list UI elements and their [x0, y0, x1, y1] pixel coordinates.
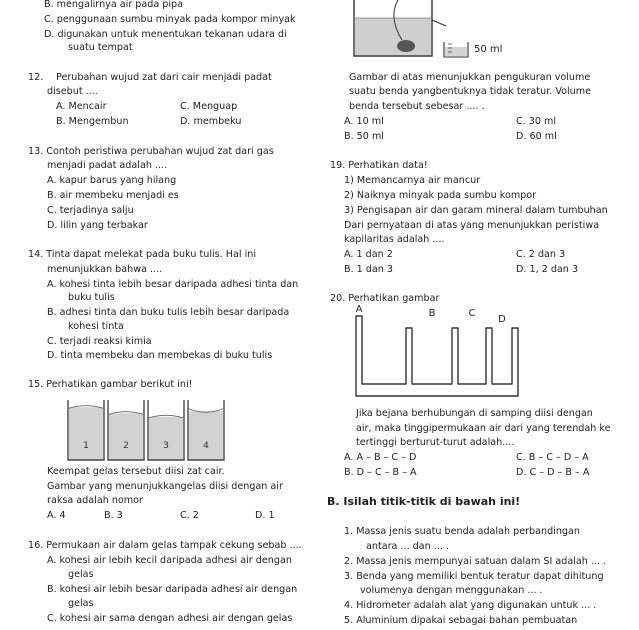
volume-measurement-figure	[348, 0, 548, 62]
q13-option-a: A. kapur barus yang hilang	[47, 175, 177, 186]
q19-item-1: 1) Memancarnya air mancur	[344, 175, 481, 186]
q13-stem-cont: menjadi padat adalah ....	[47, 160, 168, 171]
q15-after-1: Keempat gelas tersebut diisi zat cair.	[47, 466, 225, 477]
q13-stem: 13. Contoh peristiwa perubahan wujud zat dari gas	[28, 146, 274, 157]
glass-3	[148, 400, 184, 460]
glass-liquid-3	[149, 417, 183, 460]
q19-paragraph-cont: kapilaritas adalah ....	[344, 234, 445, 245]
q12-option-c: C. Menguap	[180, 101, 238, 112]
q19-paragraph: Dari pernyataan di atas yang menunjukkan peristiwa	[344, 220, 600, 231]
glass-liquid-2	[109, 413, 143, 460]
tube-label-B: B	[428, 308, 436, 319]
q16-option-c: C. kohesi air sama dengan adhesi air dengan gelas	[47, 613, 293, 624]
secb-item-3-cont: volumenya dengan menggunakan ... .	[360, 585, 543, 596]
q11-option-c: C. penggunaan sumbu minyak pada kompor minyak	[44, 14, 296, 25]
secb-item-2: 2. Massa jenis mempunyai satuan dalam SI adalah ... .	[344, 556, 607, 567]
secb-item-1: 1. Massa jenis suatu benda adalah perbandingan	[344, 526, 580, 537]
tube-label-A: A	[355, 304, 363, 315]
q20-option-c: C. B – C – D – A	[516, 452, 589, 463]
q16-option-a-cont: gelas	[68, 569, 94, 580]
q12-stem-cont: disebut ....	[47, 86, 98, 97]
q15-glasses-figure	[64, 396, 254, 464]
q19-option-b: B. 1 dan 3	[344, 264, 394, 275]
q16-stem: 16. Permukaan air dalam gelas tampak cekung sebab ....	[28, 540, 302, 551]
q14-option-b-cont: kohesi tinta	[68, 321, 124, 332]
q14-option-a: A. kohesi tinta lebih besar daripada adhesi tinta dan	[47, 279, 299, 290]
q14-option-a-cont: buku tulis	[68, 292, 115, 303]
glass-liquid-4	[189, 411, 223, 460]
q11-option-d: D. digunakan untuk menentukan tekanan udara di	[44, 29, 287, 40]
q12-option-a: A. Mencair	[56, 101, 107, 112]
q16-option-b: B. kohesi air lebih besar daripada adhesi air dengan	[47, 584, 298, 595]
q20-paragraph-cont2: tertinggi berturut-turut adalah....	[356, 437, 515, 448]
q11-option-b: B. mengalirnya air pada pipa	[44, 0, 184, 10]
q11-option-d-cont: suatu tempat	[68, 42, 133, 53]
q14-option-d: D. tinta membeku dan membekas di buku tulis	[47, 350, 273, 361]
q20-paragraph: Jika bejana berhubungan di samping diisi dengan	[356, 408, 593, 419]
q19-option-d: D. 1, 2 dan 3	[516, 264, 579, 275]
q20-option-a: A. A – B – C – D	[344, 452, 417, 463]
q13-option-b: B. air membeku menjadi es	[47, 190, 179, 201]
q19-item-2: 2) Naiknya minyak pada sumbu kompor	[344, 190, 537, 201]
q20-stem: 20. Perhatikan gambar	[330, 293, 440, 304]
qvol-stem-cont2: benda tersebut sebesar .... .	[349, 101, 485, 112]
q14-option-c: C. terjadi reaksi kimia	[47, 336, 152, 347]
qvol-option-b: B. 50 ml	[344, 131, 384, 142]
tube-label-C: C	[468, 308, 476, 319]
q15-option-c: C. 2	[180, 510, 199, 521]
communicating-vessels-figure	[350, 304, 550, 400]
glass-label-3: 3	[163, 441, 169, 451]
q16-option-a: A. kohesi air lebih kecil daripada adhesi air dengan	[47, 555, 292, 566]
secb-item-3: 3. Benda yang memiliki bentuk teratur dapat dihitung	[344, 571, 604, 582]
q20-paragraph-cont: air, maka tinggipermukaan air dari yang terendah ke	[356, 423, 611, 434]
qvol-stem-cont: suatu benda yangbentuknya tidak teratur. Volume	[349, 86, 591, 97]
q14-stem-cont: menunjukkan bahwa ....	[47, 264, 163, 275]
glass-2	[108, 400, 144, 460]
section-b-title: B. Isilah titik-titik di bawah ini!	[327, 495, 521, 508]
q19-option-a: A. 1 dan 2	[344, 249, 393, 260]
q15-after-2: Gambar yang menunjukkangelas diisi dengan air	[47, 481, 283, 492]
q12-option-d: D. membeku	[180, 116, 242, 127]
glass-1	[68, 400, 104, 460]
q12-option-b: B. Mengembun	[56, 116, 129, 127]
q19-option-c: C. 2 dan 3	[516, 249, 566, 260]
glass-4	[188, 400, 224, 460]
q13-option-c: C. terjadinya salju	[47, 205, 134, 216]
glass-label-2: 2	[123, 441, 129, 451]
q12-stem: Perubahan wujud zat dari cair menjadi padat	[56, 72, 272, 83]
qvol-stem: Gambar di atas menunjukkan pengukuran volume	[349, 72, 591, 83]
q19-stem: 19. Perhatikan data!	[330, 160, 428, 171]
q15-option-d: D. 1	[255, 510, 275, 521]
q13-option-d: D. lilin yang terbakar	[47, 220, 148, 231]
qvol-option-a: A. 10 ml	[344, 116, 384, 127]
q12-number: 12.	[28, 72, 44, 83]
q19-item-3: 3) Pengisapan air dan garam mineral dalam tumbuhan	[344, 205, 608, 216]
q20-option-d: D. C – D – B – A	[516, 467, 590, 478]
q14-option-b: B. adhesi tinta dan buku tulis lebih besar daripada	[47, 307, 290, 318]
q15-option-b: B. 3	[104, 510, 123, 521]
q15-option-a: A. 4	[47, 510, 66, 521]
q14-stem: 14. Tinta dapat melekat pada buku tulis. Hal ini	[28, 249, 256, 260]
qvol-option-d: D. 60 ml	[516, 131, 557, 142]
qvol-option-c: C. 30 ml	[516, 116, 557, 127]
tube-label-D: D	[498, 314, 506, 325]
q15-after-3: raksa adalah nomor	[47, 495, 143, 506]
glass-label-1: 1	[83, 441, 89, 451]
secb-item-5: 5. Aluminium dipakai sebagai bahan pembuatan	[344, 615, 578, 626]
q16-option-b-cont: gelas	[68, 598, 94, 609]
secb-item-1-cont: antara ... dan ... .	[366, 541, 450, 552]
measuring-glass-label: 50 ml	[474, 44, 503, 55]
q20-option-b: B. D – C – B – A	[344, 467, 417, 478]
glass-label-4: 4	[203, 441, 209, 451]
glass-liquid-1	[69, 407, 103, 460]
q15-stem: 15. Perhatikan gambar berikut ini!	[28, 379, 193, 390]
secb-item-4: 4. Hidrometer adalah alat yang digunakan untuk ... .	[344, 600, 597, 611]
